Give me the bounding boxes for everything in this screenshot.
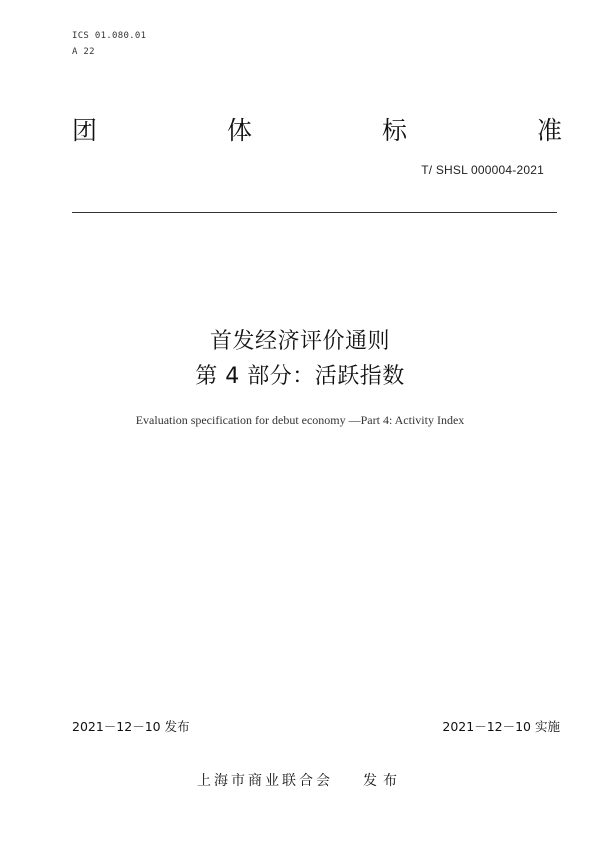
ics-code: ICS 01.080.01	[72, 31, 147, 41]
ccs-code: A 22	[72, 47, 95, 57]
standard-number: T/ SHSL 000004-2021	[421, 163, 544, 177]
standard-type-char: 团	[72, 116, 98, 145]
publisher-line	[0, 771, 600, 791]
issue-date: 2021－12－10 发布	[72, 719, 190, 734]
standard-type-char: 体	[226, 116, 252, 145]
header-divider	[72, 212, 557, 213]
publisher-action: 发布	[363, 773, 403, 789]
title-cn-part: 第 4 部分：活跃指数	[195, 364, 405, 389]
standard-type-heading	[72, 114, 562, 148]
standard-type-char: 标	[381, 116, 407, 145]
publisher-name: 上海市商业联合会	[197, 773, 333, 789]
title-en: Evaluation specification for debut economy —Part 4: Activity Index	[135, 413, 465, 427]
standard-type-char: 准	[536, 116, 562, 145]
implementation-date: 2021－12－10 实施	[442, 719, 560, 734]
title-cn-main: 首发经济评价通则	[209, 329, 390, 354]
